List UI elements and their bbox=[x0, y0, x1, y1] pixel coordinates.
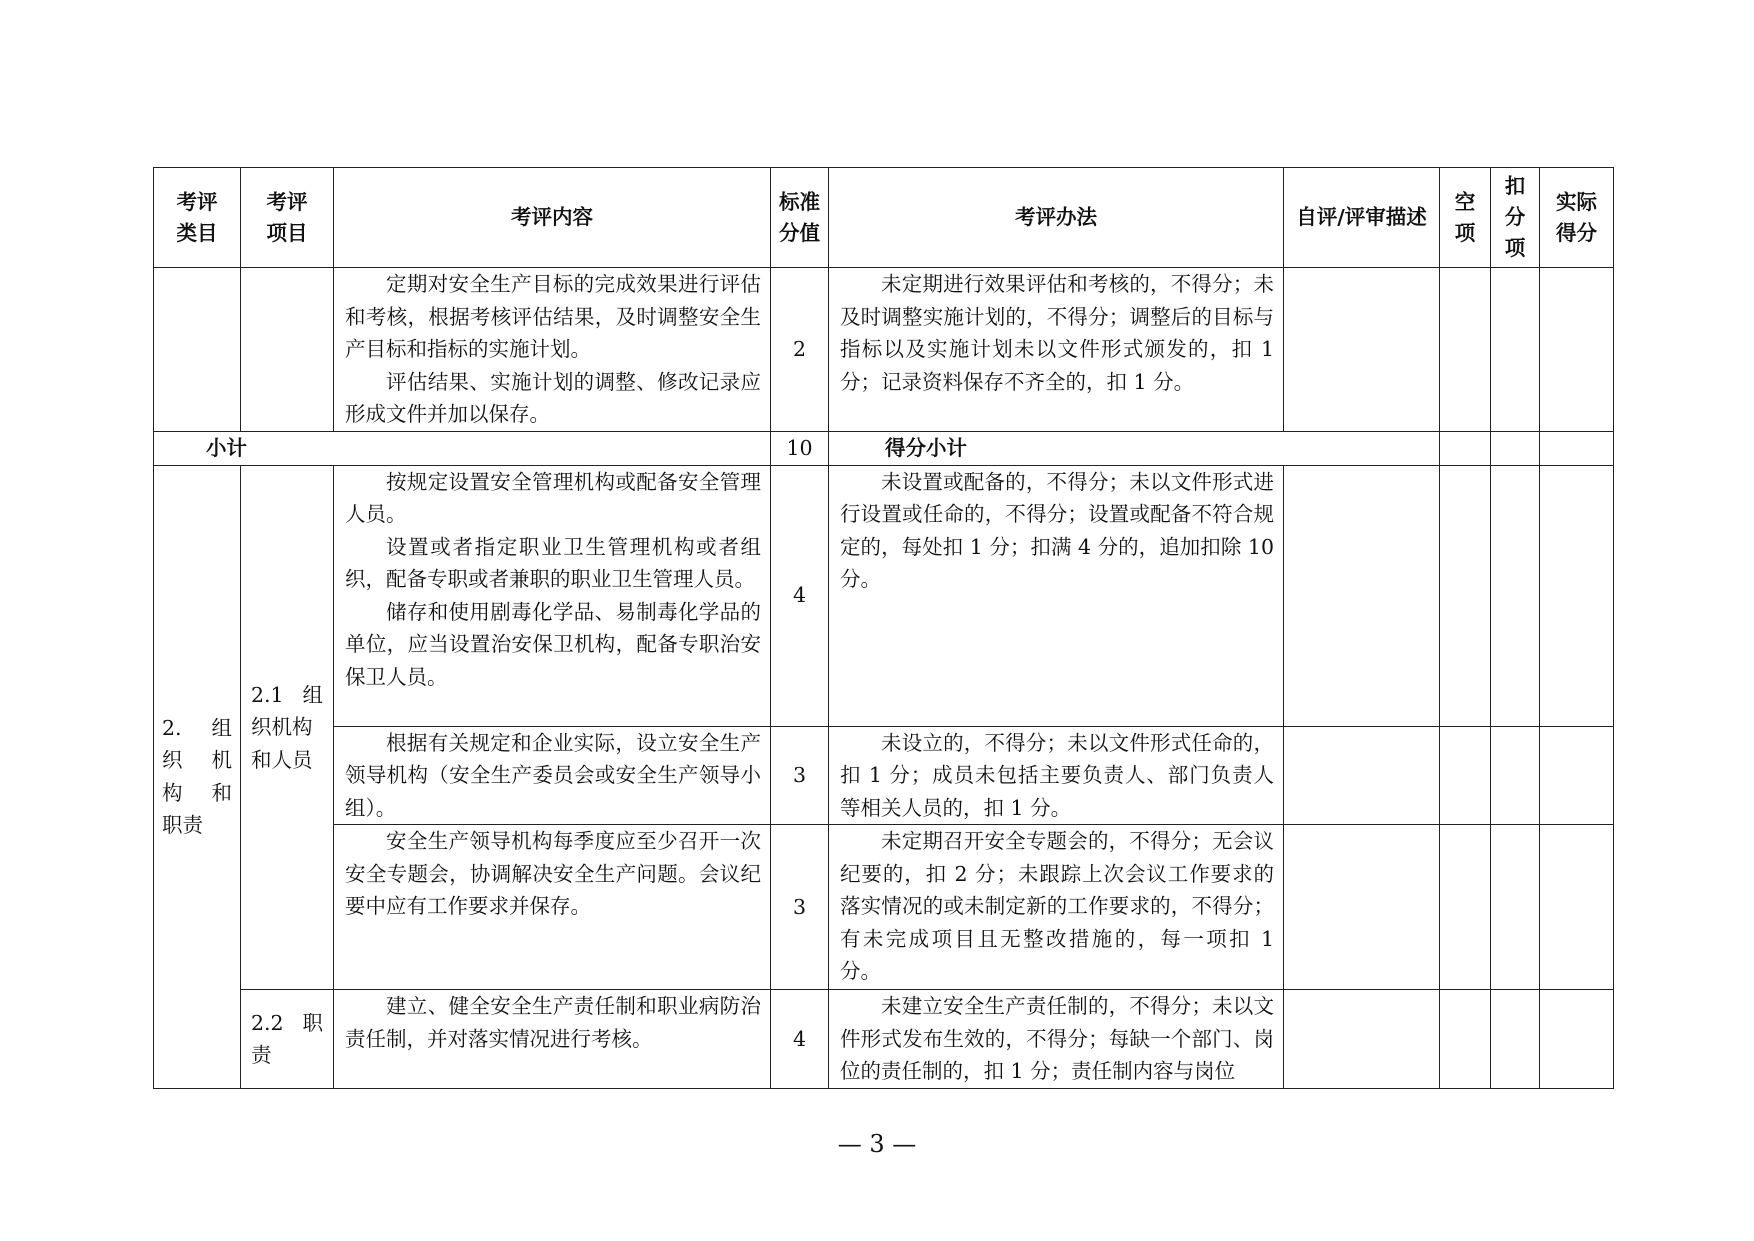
item-text: 2.2 bbox=[251, 1010, 284, 1035]
item-cell-empty bbox=[241, 268, 334, 432]
item-line: 责 bbox=[251, 1043, 272, 1067]
score-cell: 4 bbox=[771, 990, 829, 1089]
method-paragraph: 未建立安全生产责任制的，不得分；未以文件形式发布生效的，不得分；每缺一个部门、岗位的责任制的，扣 1 分；责任制内容与岗位 bbox=[840, 994, 1274, 1083]
category-text: 构 bbox=[162, 780, 183, 805]
subtotal-row bbox=[154, 432, 1614, 466]
self-eval-cell bbox=[1284, 268, 1440, 432]
table-row bbox=[154, 726, 1614, 825]
self-eval-cell bbox=[1284, 465, 1440, 726]
content-paragraph: 评估结果、实施计划的调整、修改记录应形成文件并加以保存。 bbox=[345, 369, 761, 426]
header-empty-line1: 空 bbox=[1454, 189, 1476, 214]
content-paragraph: 储存和使用剧毒化学品、易制毒化学品的单位，应当设置治安保卫机构，配备专职治安保卫人员。 bbox=[345, 599, 761, 689]
method-paragraph: 未设置或配备的，不得分；未以文件形式进行设置或任命的，不得分；设置或配备不符合规定的，每处扣 1 分；扣满 4 分的，追加扣除 10 分。 bbox=[840, 469, 1274, 591]
category-text: 2. bbox=[162, 715, 182, 740]
header-item bbox=[241, 168, 334, 268]
deduct-cell bbox=[1491, 268, 1540, 432]
header-category-line2: 类目 bbox=[176, 220, 218, 245]
empty-cell bbox=[1440, 825, 1491, 990]
method-paragraph: 未定期召开安全专题会的，不得分；无会议纪要的，扣 2 分；未跟踪上次会议工作要求的落实情况的或未制定新的工作要求的，不得分；有未完成项目且无整改措施的，每一项扣 1 分。 bbox=[840, 829, 1274, 983]
method-cell bbox=[829, 268, 1284, 432]
method-cell bbox=[829, 825, 1284, 990]
content-paragraph: 按规定设置安全管理机构或配备安全管理人员。 bbox=[345, 469, 761, 526]
content-paragraph: 建立、健全安全生产责任制和职业病防治责任制，并对落实情况进行考核。 bbox=[345, 994, 761, 1051]
item-text: 2.1 bbox=[251, 682, 284, 707]
table-row bbox=[154, 465, 1614, 726]
content-paragraph: 根据有关规定和企业实际，设立安全生产领导机构（安全生产委员会或安全生产领导小组）。 bbox=[345, 730, 761, 820]
self-eval-cell bbox=[1284, 825, 1440, 990]
deduct-cell bbox=[1491, 432, 1540, 466]
empty-cell bbox=[1440, 432, 1491, 466]
item-text: 组 bbox=[302, 682, 323, 707]
category-line bbox=[162, 712, 232, 745]
actual-cell bbox=[1540, 825, 1614, 990]
header-content: 考评内容 bbox=[334, 168, 771, 268]
content-cell bbox=[334, 990, 771, 1089]
item-line bbox=[251, 1007, 323, 1040]
item-line bbox=[251, 679, 323, 712]
item-text: 职 bbox=[302, 1010, 323, 1035]
subtotal-label: 小计 bbox=[206, 436, 247, 460]
header-actual-line2: 得分 bbox=[1556, 220, 1597, 245]
content-paragraph: 定期对安全生产目标的完成效果进行评估和考核，根据考核评估结果，及时调整安全生产目标和指标的实施计划。 bbox=[345, 272, 761, 361]
header-category-line1: 考评 bbox=[176, 189, 218, 214]
method-cell bbox=[829, 465, 1284, 726]
method-cell bbox=[829, 726, 1284, 825]
score-cell: 4 bbox=[771, 465, 829, 726]
header-self-eval: 自评/评审描述 bbox=[1284, 168, 1440, 268]
actual-cell bbox=[1540, 432, 1614, 466]
deduct-cell bbox=[1491, 465, 1540, 726]
table-row bbox=[154, 990, 1614, 1089]
header-score-line2: 分值 bbox=[779, 220, 820, 245]
category-line bbox=[162, 777, 232, 810]
table-row bbox=[154, 825, 1614, 990]
content-cell bbox=[334, 726, 771, 825]
header-score bbox=[771, 168, 829, 268]
header-score-line1: 标准 bbox=[779, 189, 820, 214]
header-actual bbox=[1540, 168, 1614, 268]
actual-cell bbox=[1540, 726, 1614, 825]
header-item-line2: 项目 bbox=[266, 220, 308, 245]
score-cell: 2 bbox=[771, 268, 829, 432]
content-paragraph: 设置或者指定职业卫生管理机构或者组织，配备专职或者兼职的职业卫生管理人员。 bbox=[345, 534, 761, 591]
method-paragraph: 未定期进行效果评估和考核的，不得分；未及时调整实施计划的，不得分；调整后的目标与指标以及实施计划未以文件形式颁发的，扣 1 分；记录资料保存不齐全的，扣 1 分。 bbox=[840, 272, 1274, 394]
deduct-cell bbox=[1491, 990, 1540, 1089]
empty-cell bbox=[1440, 465, 1491, 726]
table-header-row bbox=[154, 168, 1614, 268]
item-cell-org-personnel bbox=[241, 465, 334, 990]
content-cell bbox=[334, 268, 771, 432]
category-text: 织 bbox=[162, 748, 183, 773]
score-cell: 3 bbox=[771, 825, 829, 990]
empty-cell bbox=[1440, 268, 1491, 432]
category-cell-empty bbox=[154, 268, 241, 432]
header-deduct-line2: 分 bbox=[1504, 205, 1526, 229]
method-paragraph: 未设立的，不得分；未以文件形式任命的，扣 1 分；成员未包括主要负责人、部门负责人等相关人员的，扣 1 分。 bbox=[840, 730, 1274, 820]
method-cell bbox=[829, 990, 1284, 1089]
header-method: 考评办法 bbox=[829, 168, 1284, 268]
item-line: 和人员 bbox=[251, 747, 313, 772]
empty-cell bbox=[1440, 726, 1491, 825]
subtotal-label-cell bbox=[154, 432, 771, 466]
content-cell bbox=[334, 465, 771, 726]
self-eval-cell bbox=[1284, 990, 1440, 1089]
content-paragraph: 安全生产领导机构每季度应至少召开一次安全专题会，协调解决安全生产问题。会议纪要中应有工作要求并保存。 bbox=[345, 829, 761, 918]
category-text: 和 bbox=[211, 780, 232, 805]
score-cell: 3 bbox=[771, 726, 829, 825]
category-line: 职责 bbox=[162, 813, 203, 838]
deduct-cell bbox=[1491, 726, 1540, 825]
header-item-line1: 考评 bbox=[266, 189, 308, 214]
category-text: 组 bbox=[211, 715, 232, 740]
table-row bbox=[154, 268, 1614, 432]
item-cell-responsibility bbox=[241, 990, 334, 1089]
subtotal-method-label: 得分小计 bbox=[885, 436, 967, 460]
category-text: 机 bbox=[211, 748, 232, 773]
actual-cell bbox=[1540, 268, 1614, 432]
header-deduct-line1: 扣 bbox=[1504, 174, 1526, 198]
category-line bbox=[162, 744, 232, 777]
header-empty-line2: 项 bbox=[1454, 220, 1476, 245]
header-empty bbox=[1440, 168, 1491, 268]
header-actual-line1: 实际 bbox=[1556, 189, 1597, 214]
content-cell bbox=[334, 825, 771, 990]
empty-cell bbox=[1440, 990, 1491, 1089]
subtotal-method-cell bbox=[829, 432, 1440, 466]
header-deduct bbox=[1491, 168, 1540, 268]
category-cell-org bbox=[154, 465, 241, 1089]
actual-cell bbox=[1540, 465, 1614, 726]
self-eval-cell bbox=[1284, 726, 1440, 825]
item-line: 织机构 bbox=[251, 715, 313, 739]
deduct-cell bbox=[1491, 825, 1540, 990]
evaluation-table bbox=[153, 167, 1614, 1089]
header-category bbox=[154, 168, 241, 268]
actual-cell bbox=[1540, 990, 1614, 1089]
subtotal-score: 10 bbox=[771, 432, 829, 466]
page-number: — 3 — bbox=[837, 1130, 917, 1158]
header-deduct-line3: 项 bbox=[1504, 236, 1526, 260]
